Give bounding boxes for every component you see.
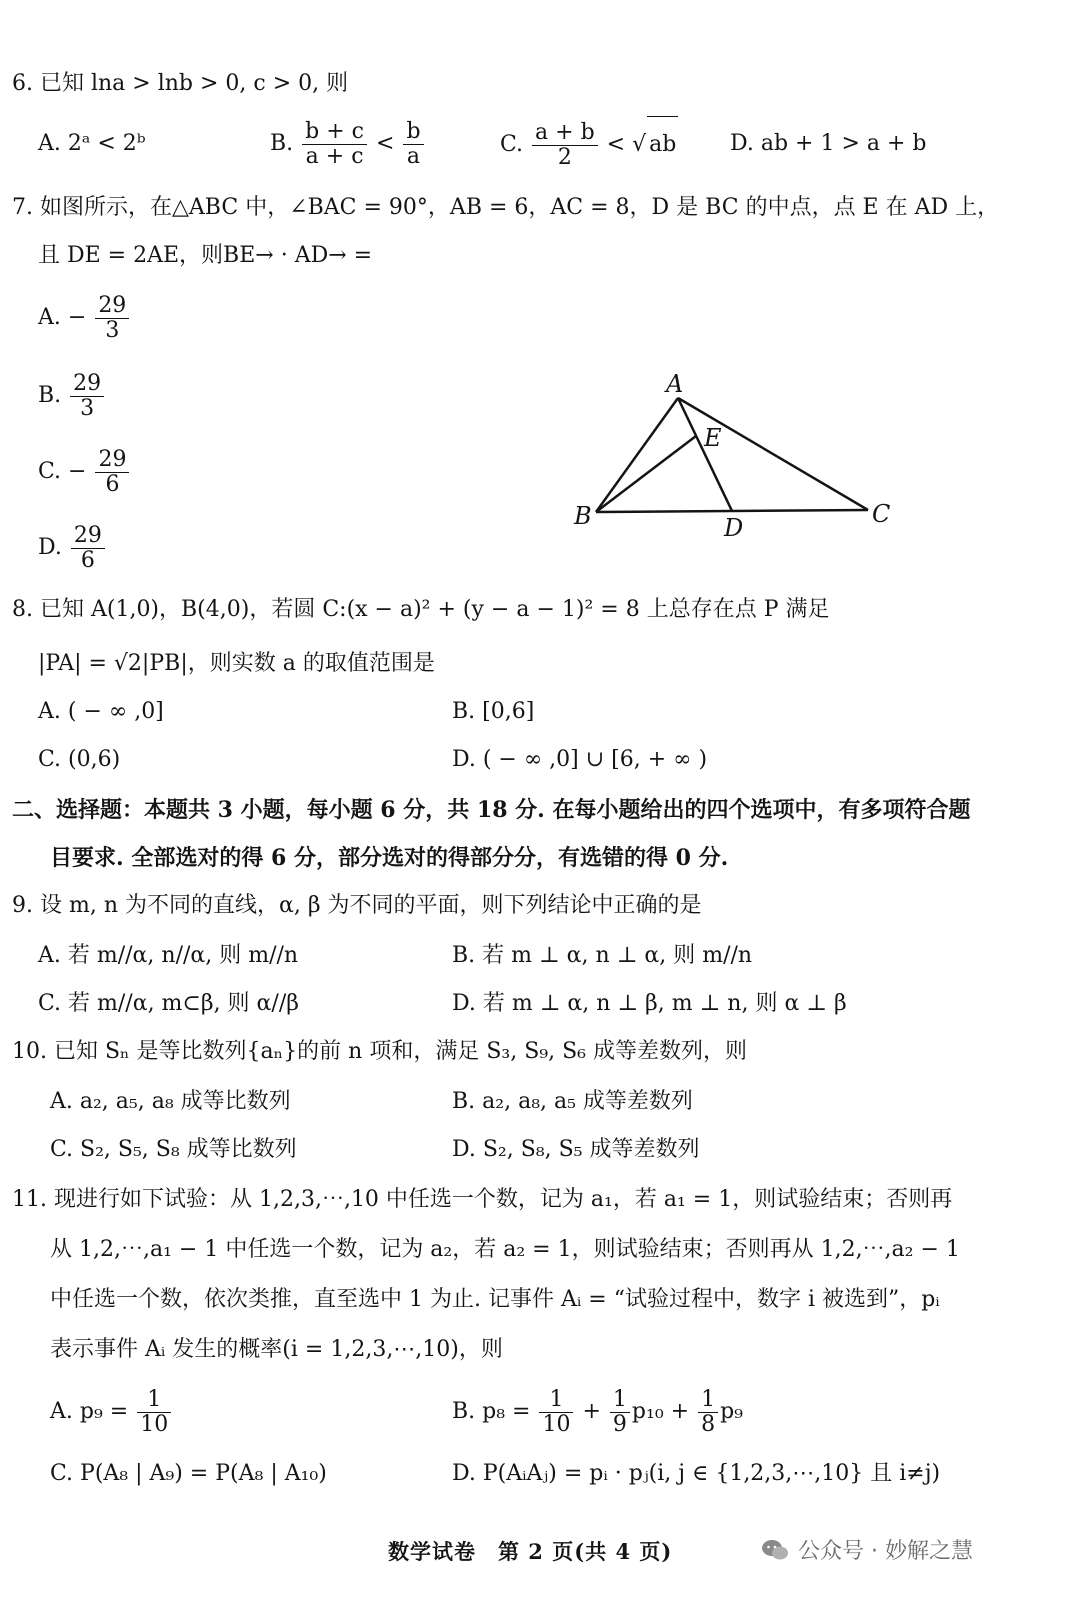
q7-option-b-den: 3	[80, 395, 95, 421]
q8-stem-2: |PA| = √2|PB|，则实数 a 的取值范围是	[38, 651, 435, 676]
q6-option-c	[500, 116, 678, 173]
q6-option-b-rel: <	[376, 131, 395, 156]
q7-option-c-den: 6	[105, 471, 120, 497]
q6-option-c-sqrt: ab	[647, 116, 678, 173]
q7-option-d-den: 6	[80, 547, 95, 573]
q6-stem: 6. 已知 lna > lnb > 0, c > 0, 则	[12, 71, 349, 96]
triangle-figure	[560, 360, 920, 550]
q11-option-b-frac3	[698, 1388, 718, 1437]
q11-option-b-num2: 1	[610, 1388, 630, 1413]
q11-option-b-num1: 1	[539, 1388, 573, 1413]
q11-option-a-label: A. p₉ =	[50, 1399, 129, 1424]
q9-option-c: C. 若 m//α, m⊂β, 则 α//β	[38, 991, 299, 1016]
q11-option-a	[50, 1384, 173, 1440]
q11-stem-3: 中任选一个数，依次类推，直至选中 1 为止. 记事件 Aᵢ = “试验过程中，数字 i 被选到”，pᵢ	[50, 1287, 940, 1312]
q6-option-c-frac-num: a + b	[532, 121, 598, 146]
q7-option-d-num: 29	[71, 524, 105, 549]
q11-option-b-den1: 10	[542, 1411, 571, 1437]
q7-stem-2: 且 DE = 2AE，则BE→ · AD→ =	[38, 243, 373, 268]
q7-option-d	[38, 522, 107, 574]
watermark-text: 公众号 · 妙解之慧	[798, 1539, 973, 1564]
q9-stem: 9. 设 m, n 为不同的直线，α, β 为不同的平面，则下列结论中正确的是	[12, 893, 702, 918]
q7-option-a	[38, 292, 131, 344]
q11-option-b-plus: +	[582, 1399, 601, 1424]
q7-option-c-label: C. −	[38, 459, 87, 484]
q11-option-b-term3: p₉	[720, 1399, 743, 1424]
q11-option-b	[452, 1384, 743, 1440]
q10-option-c: C. S₂, S₅, S₈ 成等比数列	[50, 1137, 297, 1162]
q7-option-b-num: 29	[70, 372, 104, 397]
q7-option-d-frac	[71, 524, 105, 573]
q7-option-c	[38, 446, 131, 498]
q11-option-b-frac1	[539, 1388, 573, 1437]
q6-option-b	[270, 116, 426, 172]
q6-option-a: A. 2ᵃ < 2ᵇ	[38, 131, 146, 156]
label-e: E	[704, 424, 722, 452]
watermark	[760, 1534, 973, 1565]
q6-option-d: D. ab + 1 > a + b	[730, 131, 927, 156]
q10-option-b: B. a₂, a₈, a₅ 成等差数列	[452, 1089, 693, 1114]
q9-option-d: D. 若 m ⊥ α, n ⊥ β, m ⊥ n, 则 α ⊥ β	[452, 991, 847, 1016]
q8-option-c: C. (0,6)	[38, 747, 121, 772]
q7-option-c-num: 29	[95, 448, 129, 473]
q11-stem-2: 从 1,2,⋯,a₁ − 1 中任选一个数，记为 a₂，若 a₂ = 1，则试验结束；否则再从 1,2,⋯,a₂ − 1	[50, 1237, 960, 1262]
q8-option-a: A. ( − ∞ ,0]	[38, 699, 164, 724]
q7-option-a-label: A. −	[38, 305, 87, 330]
q11-option-b-frac2	[610, 1388, 630, 1437]
q10-stem: 10. 已知 Sₙ 是等比数列{aₙ}的前 n 项和，满足 S₃, S₉, S₆ 成等差数列，则	[12, 1039, 747, 1064]
q11-option-d: D. P(AᵢAⱼ) = pᵢ · pⱼ(i, j ∈ {1,2,3,⋯,10} 且 i≠j)	[452, 1461, 941, 1486]
q7-option-a-num: 29	[95, 294, 129, 319]
sqrt-icon: √	[632, 132, 647, 157]
q9-option-a: A. 若 m//α, n//α, 则 m//n	[38, 943, 299, 968]
q7-option-d-label: D.	[38, 535, 62, 560]
q11-option-b-den2: 9	[612, 1411, 627, 1437]
q6-option-b-label: B.	[270, 131, 294, 156]
q6-option-b-frac1-num: b + c	[302, 120, 367, 145]
q11-stem-4: 表示事件 Aᵢ 发生的概率(i = 1,2,3,⋯,10)，则	[50, 1337, 503, 1362]
q6-option-c-frac-den: 2	[557, 144, 572, 170]
q11-option-a-num: 1	[137, 1388, 171, 1413]
q11-option-a-frac	[137, 1388, 171, 1437]
q11-option-b-den3: 8	[701, 1411, 716, 1437]
q6-option-c-label: C.	[500, 132, 524, 157]
q11-option-b-label: B. p₈ =	[452, 1399, 531, 1424]
q10-option-a: A. a₂, a₅, a₈ 成等比数列	[50, 1089, 291, 1114]
segment-ac	[678, 398, 868, 510]
q6-option-b-frac2	[403, 120, 423, 169]
q8-option-b: B. [0,6]	[452, 699, 535, 724]
label-b: B	[574, 502, 592, 530]
q11-stem: 11. 现进行如下试验：从 1,2,3,⋯,10 中任选一个数，记为 a₁，若 a₁ = 1，则试验结束；否则再	[12, 1187, 953, 1212]
q8-stem: 8. 已知 A(1,0)，B(4,0)，若圆 C:(x − a)² + (y − a − 1)² = 8 上总存在点 P 满足	[12, 597, 830, 622]
label-d: D	[724, 514, 744, 542]
segment-ab	[596, 398, 678, 512]
q7-option-b-frac	[70, 372, 104, 421]
q11-option-a-den: 10	[140, 1411, 169, 1437]
q6-option-b-frac1	[302, 120, 367, 169]
q7-option-b	[38, 370, 106, 422]
q6-option-c-rel: <	[606, 132, 626, 157]
q11-option-b-num3: 1	[698, 1388, 718, 1413]
q7-stem: 7. 如图所示，在△ABC 中，∠BAC = 90°，AB = 6，AC = 8，D 是 BC 的中点，点 E 在 AD 上，	[12, 195, 1000, 220]
q7-option-c-frac	[95, 448, 129, 497]
q7-option-a-den: 3	[105, 317, 120, 343]
q10-option-d: D. S₂, S₈, S₅ 成等差数列	[452, 1137, 700, 1162]
q6-option-c-frac	[532, 121, 598, 170]
section2-heading-2: 目要求. 全部选对的得 6 分，部分选对的得部分分，有选错的得 0 分.	[50, 845, 729, 871]
wechat-icon	[760, 1538, 790, 1562]
q6-option-b-frac1-den: a + c	[305, 143, 364, 169]
segment-be	[596, 436, 696, 512]
q8-option-d: D. ( − ∞ ,0] ∪ [6, + ∞ )	[452, 747, 708, 772]
q11-option-b-term2: p₁₀ +	[631, 1399, 690, 1424]
q7-option-a-frac	[95, 294, 129, 343]
q6-option-b-frac2-num: b	[403, 120, 423, 145]
label-a: A	[666, 370, 684, 398]
q7-option-b-label: B.	[38, 383, 62, 408]
section2-heading: 二、选择题：本题共 3 小题，每小题 6 分，共 18 分. 在每小题给出的四个选项中，有多项符合题	[12, 797, 971, 823]
q6-option-b-frac2-den: a	[406, 143, 421, 169]
q9-option-b: B. 若 m ⊥ α, n ⊥ α, 则 m//n	[452, 943, 753, 968]
page-footer: 数学试卷 第 2 页(共 4 页)	[388, 1539, 673, 1564]
label-c: C	[872, 500, 891, 528]
q11-option-c: C. P(A₈ | A₉) = P(A₈ | A₁₀)	[50, 1461, 327, 1486]
